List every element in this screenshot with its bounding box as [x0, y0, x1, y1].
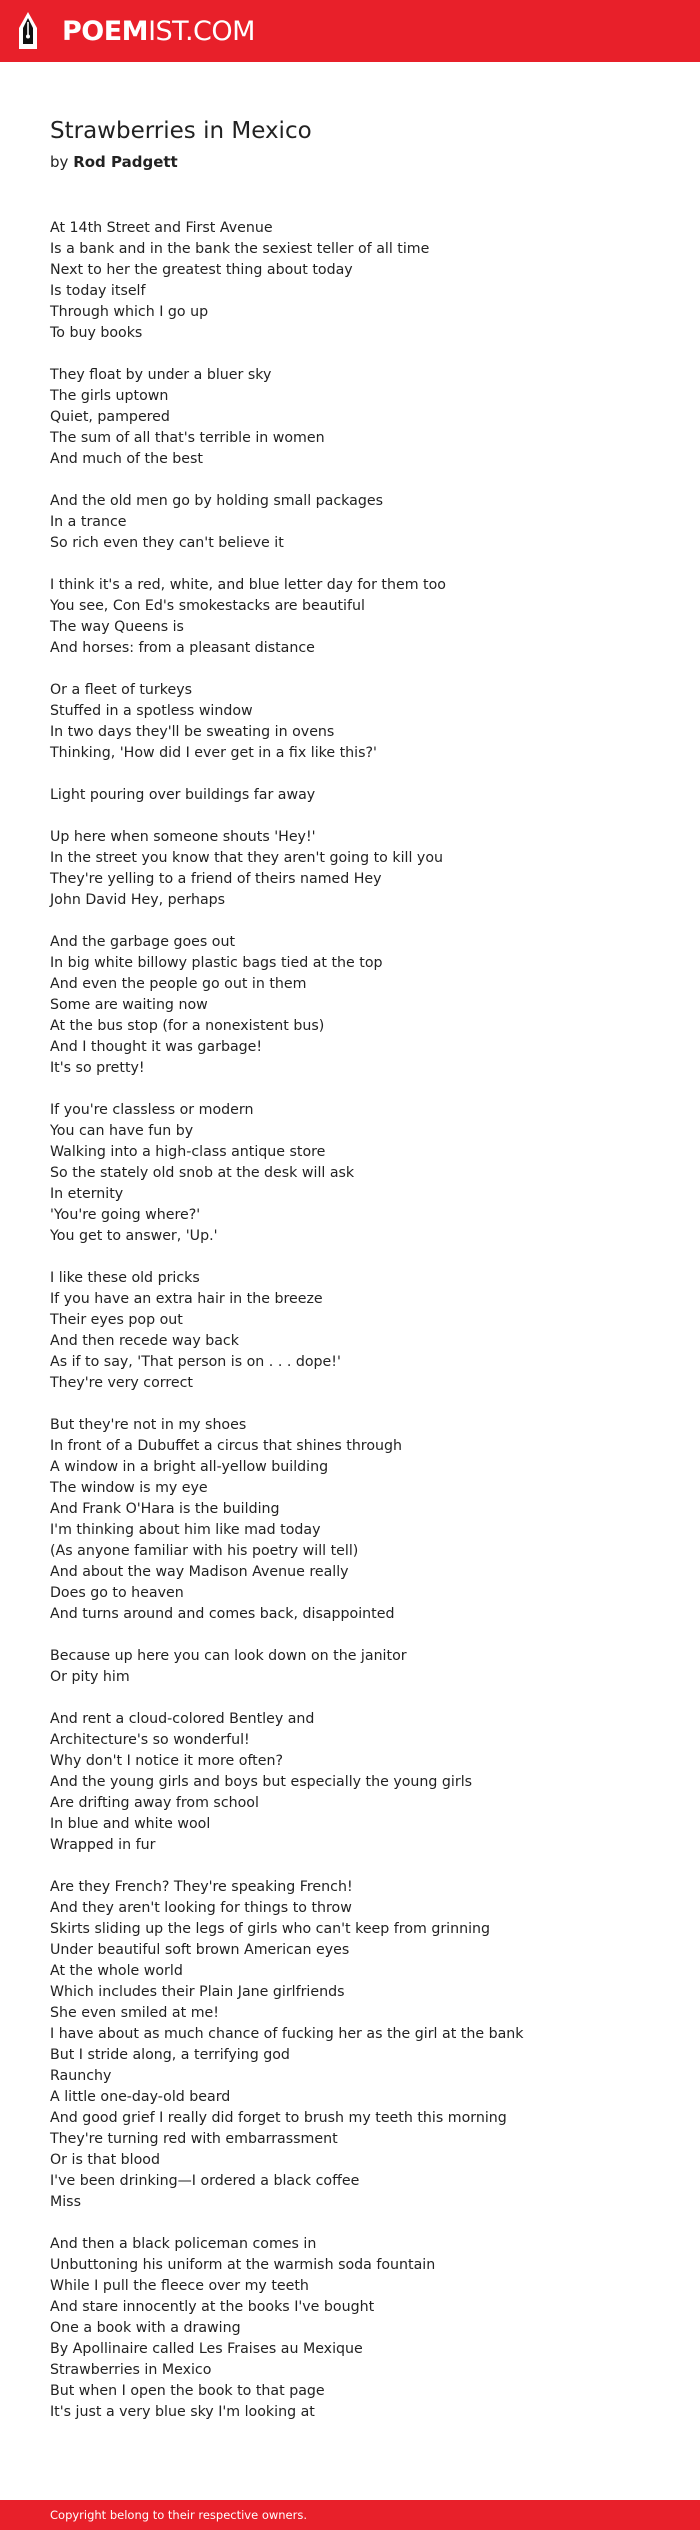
poem-line: Or is that blood: [50, 2152, 160, 2168]
poem-body: [50, 218, 670, 2423]
poem-line: But they're not in my shoes: [50, 1417, 247, 1433]
stanza: [50, 827, 670, 911]
poem-line: And then recede way back: [50, 1333, 239, 1349]
site-logo[interactable]: [62, 15, 255, 49]
poem-line: Wrapped in fur: [50, 1837, 156, 1853]
poem-line: Walking into a high-class antique store: [50, 1144, 326, 1160]
poem-line: And the garbage goes out: [50, 934, 236, 950]
poem-line: Miss: [50, 2194, 81, 2210]
poem-line: But I stride along, a terrifying god: [50, 2047, 290, 2063]
by-label: by: [50, 153, 69, 171]
poem-line: If you're classless or modern: [50, 1102, 254, 1118]
poem-line: And I thought it was garbage!: [50, 1039, 263, 1055]
poem-line: And Frank O'Hara is the building: [50, 1501, 280, 1517]
poem-line: Some are waiting now: [50, 997, 208, 1013]
stanza: [50, 1709, 670, 1856]
copyright-notice: Copyright belong to their respective owners.: [50, 2508, 308, 2522]
footer-bar: [0, 2500, 700, 2530]
poem-line: So the stately old snob at the desk will ask: [50, 1165, 355, 1181]
poem-line: And even the people go out in them: [50, 976, 307, 992]
stanza-gap: [50, 1625, 670, 1646]
logo-light-text: IST.COM: [148, 16, 255, 47]
poem-title: Strawberries in Mexico: [50, 118, 312, 144]
pen-nib-icon: [17, 11, 39, 51]
poem-line: A little one-day-old beard: [50, 2089, 231, 2105]
poem-line: Or a fleet of turkeys: [50, 682, 192, 698]
stanza: [50, 1100, 670, 1247]
poem-line: While I pull the fleece over my teeth: [50, 2278, 309, 2294]
poem-line: I'm thinking about him like mad today: [50, 1522, 321, 1538]
stanza: [50, 932, 670, 1079]
stanza-gap: [50, 554, 670, 575]
poem-line: And horses: from a pleasant distance: [50, 640, 315, 656]
stanza-gap: [50, 659, 670, 680]
poem-line: At the whole world: [50, 1963, 183, 1979]
stanza-gap: [50, 1394, 670, 1415]
poem-line: To buy books: [50, 325, 143, 341]
poem-line: By Apollinaire called Les Fraises au Mexique: [50, 2341, 363, 2357]
poem-line: Skirts sliding up the legs of girls who can't keep from grinning: [50, 1921, 491, 1937]
poem-line: Architecture's so wonderful!: [50, 1732, 250, 1748]
poem-line: One a book with a drawing: [50, 2320, 241, 2336]
poem-line: Through which I go up: [50, 304, 209, 320]
stanza: [50, 365, 670, 470]
stanza: [50, 785, 670, 806]
poem-line: But when I open the book to that page: [50, 2383, 325, 2399]
poem-line: And good grief I really did forget to brush my teeth this morning: [50, 2110, 507, 2126]
poem-line: I've been drinking—I ordered a black coffee: [50, 2173, 360, 2189]
poem-line: In a trance: [50, 514, 127, 530]
poem-line: In blue and white wool: [50, 1816, 211, 1832]
poem-line: Unbuttoning his uniform at the warmish soda fountain: [50, 2257, 436, 2273]
stanza: [50, 1877, 670, 2213]
poem-line: Which includes their Plain Jane girlfriends: [50, 1984, 345, 2000]
poem-line: And the young girls and boys but especially the young girls: [50, 1774, 473, 1790]
poem-line: Stuffed in a spotless window: [50, 703, 253, 719]
author-name: Rod Padgett: [73, 153, 178, 171]
poem-line: The sum of all that's terrible in women: [50, 430, 325, 446]
poem-line: In the street you know that they aren't going to kill you: [50, 850, 443, 866]
poem-line: You get to answer, 'Up.': [50, 1228, 218, 1244]
stanza-gap: [50, 2213, 670, 2234]
stanza-gap: [50, 764, 670, 785]
poem-line: And turns around and comes back, disappointed: [50, 1606, 395, 1622]
poem-line: Is a bank and in the bank the sexiest teller of all time: [50, 241, 430, 257]
top-bar: [0, 0, 700, 62]
poem-line: So rich even they can't believe it: [50, 535, 284, 551]
poem-line: You can have fun by: [50, 1123, 194, 1139]
stanza: [50, 2234, 670, 2423]
poem-line: Thinking, 'How did I ever get in a fix like this?': [50, 745, 377, 761]
poem-line: Does go to heaven: [50, 1585, 184, 1601]
poem-line: A window in a bright all-yellow building: [50, 1459, 329, 1475]
byline: [50, 150, 650, 174]
poem-line: At 14th Street and First Avenue: [50, 220, 273, 236]
stanza-gap: [50, 470, 670, 491]
logo-bold-text: POEM: [62, 16, 149, 47]
poem-line: In front of a Dubuffet a circus that shines through: [50, 1438, 402, 1454]
poem-line: Strawberries in Mexico: [50, 2362, 212, 2378]
poem-line: Are they French? They're speaking French!: [50, 1879, 353, 1895]
stanza-gap: [50, 1079, 670, 1100]
poem-line: Because up here you can look down on the janitor: [50, 1648, 407, 1664]
poem-line: And stare innocently at the books I've bought: [50, 2299, 375, 2315]
poem-line: It's just a very blue sky I'm looking at: [50, 2404, 315, 2420]
poem-line: 'You're going where?': [50, 1207, 201, 1223]
poem-line: I like these old pricks: [50, 1270, 200, 1286]
poem-line: Up here when someone shouts 'Hey!': [50, 829, 316, 845]
poem-line: They're very correct: [50, 1375, 193, 1391]
stanza-gap: [50, 1247, 670, 1268]
poem-line: They're turning red with embarrassment: [50, 2131, 338, 2147]
poem-line: In two days they'll be sweating in ovens: [50, 724, 335, 740]
stanza-gap: [50, 1688, 670, 1709]
poem-line: Under beautiful soft brown American eyes: [50, 1942, 350, 1958]
poem-line: And much of the best: [50, 451, 203, 467]
stanza-gap: [50, 1856, 670, 1877]
poem-line: The girls uptown: [50, 388, 169, 404]
poem-header: [50, 112, 650, 174]
poem-line: I have about as much chance of fucking her as the girl at the bank: [50, 2026, 524, 2042]
poem-line: In eternity: [50, 1186, 124, 1202]
poem-line: Quiet, pampered: [50, 409, 170, 425]
stanza-gap: [50, 806, 670, 827]
poem-line: And about the way Madison Avenue really: [50, 1564, 349, 1580]
poem-line: Is today itself: [50, 283, 146, 299]
poem-line: It's so pretty!: [50, 1060, 145, 1076]
stanza: [50, 1268, 670, 1394]
stanza: [50, 1646, 670, 1688]
stanza-gap: [50, 344, 670, 365]
poem-line: Why don't I notice it more often?: [50, 1753, 283, 1769]
poem-line: She even smiled at me!: [50, 2005, 219, 2021]
poem-line: (As anyone familiar with his poetry will tell): [50, 1543, 359, 1559]
poem-line: They're yelling to a friend of theirs named Hey: [50, 871, 382, 887]
poem-line: They float by under a bluer sky: [50, 367, 272, 383]
poem-line: You see, Con Ed's smokestacks are beautiful: [50, 598, 365, 614]
stanza: [50, 218, 670, 344]
poem-line: As if to say, 'That person is on . . . dope!': [50, 1354, 341, 1370]
poem-line: Or pity him: [50, 1669, 130, 1685]
poem-line: Next to her the greatest thing about today: [50, 262, 353, 278]
poem-line: Are drifting away from school: [50, 1795, 259, 1811]
stanza: [50, 491, 670, 554]
poem-line: And they aren't looking for things to throw: [50, 1900, 352, 1916]
poem-line: The window is my eye: [50, 1480, 208, 1496]
stanza: [50, 680, 670, 764]
poem-line: Raunchy: [50, 2068, 112, 2084]
stanza-gap: [50, 911, 670, 932]
poem-line: The way Queens is: [50, 619, 184, 635]
poem-line: In big white billowy plastic bags tied at the top: [50, 955, 383, 971]
poem-line: And rent a cloud-colored Bentley and: [50, 1711, 315, 1727]
poem-line: Light pouring over buildings far away: [50, 787, 316, 803]
poem-line: If you have an extra hair in the breeze: [50, 1291, 323, 1307]
poem-line: At the bus stop (for a nonexistent bus): [50, 1018, 325, 1034]
stanza: [50, 575, 670, 659]
poem-line: I think it's a red, white, and blue letter day for them too: [50, 577, 446, 593]
poem-line: And the old men go by holding small packages: [50, 493, 383, 509]
stanza: [50, 1415, 670, 1625]
poem-line: And then a black policeman comes in: [50, 2236, 317, 2252]
poem-line: John David Hey, perhaps: [50, 892, 226, 908]
poem-line: Their eyes pop out: [50, 1312, 183, 1328]
